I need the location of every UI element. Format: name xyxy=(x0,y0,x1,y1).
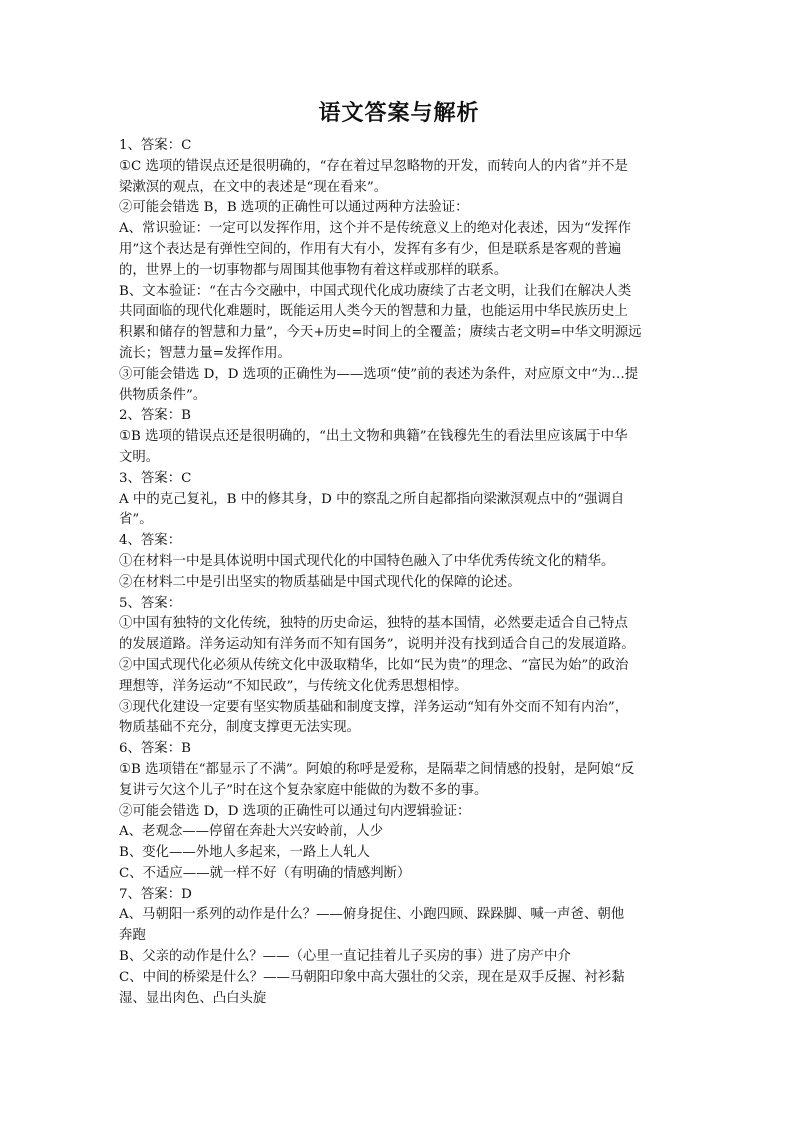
text-line: 的发展道路。洋务运动知有洋务而不知有国务”，说明并没有找到适合自己的发展道路。 xyxy=(119,637,635,653)
text-line: 积累和储存的智慧和力量”，今天+历史=时间上的全覆盖；赓续古老文明=中华文明源远 xyxy=(119,325,642,341)
text-line: ①B 选项错在“都显示了不满”。阿娘的称呼是爱称，是隔辈之间情感的投射，是阿娘“反 xyxy=(119,761,635,777)
text-line: 奔跑 xyxy=(119,928,146,944)
text-line: 物质基础不充分，制度支撑更无法实现。 xyxy=(119,720,361,736)
text-line: B、变化——外地人多起来，一路上人轧人 xyxy=(119,845,370,861)
text-line: B、文本验证：“在古今交融中，中国式现代化成功赓续了古老文明，让我们在解决人类 xyxy=(119,283,632,299)
text-line: 1、答案：C xyxy=(119,138,192,153)
text-line: 6、答案：B xyxy=(119,741,191,757)
text-line: 文明。 xyxy=(119,449,160,465)
text-line: 流长；智慧力量=发挥作用。 xyxy=(119,345,291,361)
text-line: 省”。 xyxy=(119,512,153,528)
text-line: B、父亲的动作是什么？——（心里一直记挂着儿子买房的事）进了房产中介 xyxy=(119,949,571,965)
text-line: ②中国式现代化必须从传统文化中汲取精华，比如“民为贵”的理念、“富民为始”的政治 xyxy=(119,657,629,673)
text-line: A、老观念——停留在奔赴大兴安岭前，人少 xyxy=(119,824,384,840)
text-line: 3、答案：C xyxy=(119,470,192,486)
text-line: 2、答案：B xyxy=(119,408,191,424)
text-line: ③可能会错选 D，D 选项的正确性为——选项“使”前的表述为条件，对应原文中“为…提 xyxy=(119,366,639,382)
text-line: ③现代化建设一定要有坚实物质基础和制度支撑，洋务运动“知有外交而不知有内治”， xyxy=(119,699,629,715)
text-line: A 中的克己复礼，B 中的修其身，D 中的察乱之所自起都指向梁漱溟观点中的“强调自 xyxy=(119,491,625,507)
text-line: 供物质条件”。 xyxy=(119,387,207,403)
text-line: C、中间的桥梁是什么？——马朝阳印象中高大强壮的父亲，现在是双手反握、衬衫黏 xyxy=(119,969,625,985)
text-line: A、常识验证：一定可以发挥作用，这个并不是传统意义上的绝对化表述，因为“发挥作 xyxy=(119,221,631,237)
text-line: ①中国有独特的文化传统，独特的历史命运，独特的基本国情，必然要走适合自己特点 xyxy=(119,616,628,632)
text-line: ①在材料一中是具体说明中国式现代化的中国特色融入了中华优秀传统文化的精华。 xyxy=(119,553,615,569)
text-line: 理想等，洋务运动“不知民政”，与传统文化优秀思想相悖。 xyxy=(119,678,468,694)
text-line: ②在材料二中是引出坚实的物质基础是中国式现代化的保障的论述。 xyxy=(119,574,521,590)
text-line: ①C 选项的错误点还是很明确的，“存在着过早忽略物的开发，而转向人的内省”并不是 xyxy=(119,158,628,174)
text-line: 湿、显出肉色、凸白头旋 xyxy=(119,990,267,1006)
text-line: 共同面临的现代化难题时，既能运用人类今天的智慧和力量，也能运用中华民族历史上 xyxy=(119,304,628,320)
text-line: 5、答案： xyxy=(119,595,182,611)
text-line: ②可能会错选 D，D 选项的正确性可以通过句内逻辑验证： xyxy=(119,803,471,819)
answer-sheet-page xyxy=(119,98,679,1009)
answer-body xyxy=(119,136,679,1009)
text-line: ②可能会错选 B，B 选项的正确性可以通过两种方法验证： xyxy=(119,200,469,216)
text-line: 4、答案： xyxy=(119,533,182,549)
page-title: 语文答案与解析 xyxy=(318,101,480,126)
text-line: 的，世界上的一切事物都与周围其他事物有着这样或那样的联系。 xyxy=(119,262,508,278)
text-line: 复讲亏欠这个儿子”时在这个复杂家庭中能做的为数不多的事。 xyxy=(119,782,488,798)
text-line: 7、答案：D xyxy=(119,886,192,902)
text-line: 梁漱溟的观点，在文中的表述是“现在看来”。 xyxy=(119,179,388,195)
text-line: A、马朝阳一系列的动作是什么？——俯身捉住、小跑四顾、跺跺脚、喊一声爸、朝他 xyxy=(119,907,625,923)
text-line: ①B 选项的错误点还是很明确的，“出土文物和典籍”在钱穆先生的看法里应该属于中华 xyxy=(119,429,628,445)
text-line: C、不适应——就一样不好（有明确的情感判断） xyxy=(119,865,411,881)
text-line: 用”这个表达是有弹性空间的，作用有大有小，发挥有多有少，但是联系是客观的普遍 xyxy=(119,241,622,257)
